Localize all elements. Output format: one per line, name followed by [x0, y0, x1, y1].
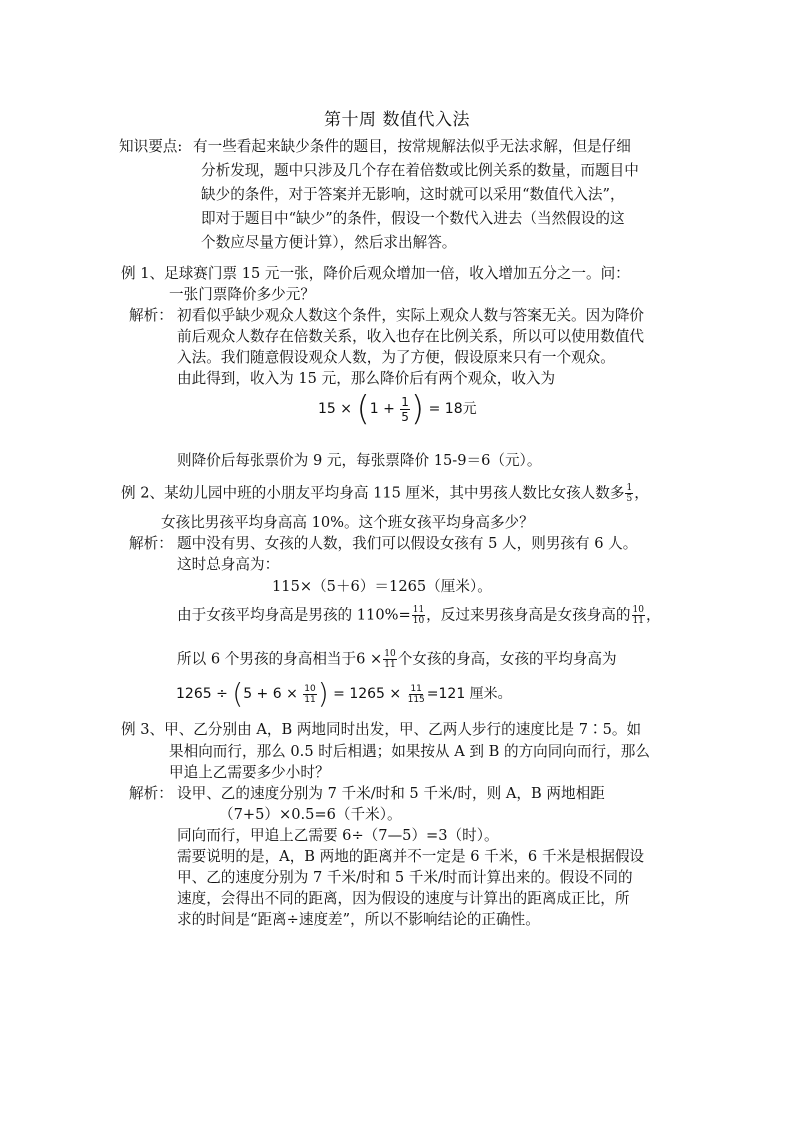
formula-term: 5 + 6 × — [243, 686, 298, 702]
example2-formula: 115×（5＋6）＝1265（厘米）。 — [272, 578, 492, 595]
example2-analysis — [177, 605, 661, 626]
formula-term: 1 + — [369, 401, 395, 417]
example3-analysis: （7+5）×0.5=6（千米）。 — [219, 806, 402, 823]
example1-analysis: 入法。我们随意假设观众人数，为了方便，假设原来只有一个观众。 — [177, 349, 615, 366]
knowledge-line: 个数应尽量方便计算），然后求出解答。 — [201, 234, 457, 251]
example1-analysis: 初看似乎缺少观众人数这个条件，实际上观众人数与答案无关。因为降价 — [177, 307, 645, 324]
example2-question — [121, 483, 649, 504]
knowledge-line: 即对于题目中“缺少”的条件，假设一个数代入进去（当然假设的这 — [201, 210, 625, 227]
example3-analysis: 同向而行，甲追上乙需要 6÷（7—5）=3（时）。 — [177, 827, 499, 844]
fraction-numerator: 1 — [626, 483, 633, 493]
formula-term: 1265 ÷ — [176, 686, 228, 702]
fraction-denominator: 115 — [407, 694, 425, 705]
question-text: 例 2、某幼儿园中班的小朋友平均身高 115 厘米，其中男孩人数比女孩人数多 — [121, 484, 625, 502]
fraction — [303, 684, 316, 705]
left-paren: ( — [356, 389, 370, 429]
example1-formula — [318, 389, 477, 429]
fraction — [383, 649, 396, 670]
formula-result: =121 厘米。 — [426, 686, 512, 702]
example2-question: 女孩比男孩平均身高高 10%。这个班女孩平均身高多少？ — [161, 514, 534, 531]
question-text: ， — [634, 484, 649, 502]
example3-question: 甲追上乙需要多少小时？ — [169, 764, 330, 781]
fraction-numerator: 1 — [401, 394, 409, 409]
example1-analysis-label: 解析： — [129, 307, 173, 324]
fraction-denominator: 11 — [384, 660, 396, 670]
fraction — [407, 684, 426, 705]
right-paren: ) — [317, 677, 329, 710]
fraction-denominator: 11 — [632, 616, 644, 626]
knowledge-label: 知识要点: — [119, 138, 183, 155]
knowledge-line: 分析发现，题中只涉及几个存在着倍数或比例关系的数量，而题目中 — [201, 162, 639, 179]
example3-analysis: 需要说明的是，A，B 两地的距离并不一定是 6 千米，6 千米是根据假设 — [177, 848, 645, 865]
example2-analysis-label: 解析： — [129, 535, 173, 552]
example3-analysis-label: 解析： — [129, 785, 173, 802]
formula-term: 15 × — [318, 401, 352, 417]
example2-analysis: 这时总身高为： — [177, 556, 280, 573]
example1-conclusion: 则降价后每张票价为 9 元，每张票降价 15-9＝6（元）。 — [177, 452, 542, 469]
analysis-text: 所以 6 个男孩的身高相当于6 × — [177, 650, 383, 668]
fraction — [632, 605, 645, 626]
analysis-text: 个女孩的身高，女孩的平均身高为 — [397, 650, 617, 668]
fraction-numerator: 11 — [410, 683, 422, 694]
example3-analysis: 求的时间是“距离÷速度差”，所以不影响结论的正确性。 — [177, 911, 540, 928]
example3-analysis: 甲、乙的速度分别为 7 千米/时和 5 千米/时而计算出来的。假设不同的 — [177, 869, 633, 886]
page-title: 第十周 数值代入法 — [324, 110, 470, 130]
example1-question: 例 1、足球赛门票 15 元一张，降价后观众增加一倍，收入增加五分之一。问： — [121, 265, 630, 282]
example3-analysis: 设甲、乙的速度分别为 7 千米/时和 5 千米/时，则 A，B 两地相距 — [177, 785, 605, 802]
fraction — [400, 395, 410, 424]
fraction-numerator: 10 — [632, 605, 644, 615]
fraction — [412, 605, 425, 626]
analysis-text: 由于女孩平均身高是男孩的 110%= — [177, 606, 411, 624]
formula-term: = 1265 × — [333, 686, 402, 702]
example2-analysis: 题中没有男、女孩的人数，我们可以假设女孩有 5 人，则男孩有 6 人。 — [177, 535, 638, 552]
example2-final-formula — [176, 677, 512, 710]
analysis-text: ， — [645, 606, 661, 624]
left-paren: ( — [232, 677, 244, 710]
example2-analysis — [177, 649, 617, 670]
example3-question: 果相向而行，那么 0.5 时后相遇；如果按从 A 到 B 的方向同向而行，那么 — [169, 743, 650, 760]
knowledge-line: 缺少的条件，对于答案并无影响，这时就可以采用“数值代入法”， — [201, 186, 625, 203]
knowledge-line: 有一些看起来缺少条件的题目，按常规解法似乎无法求解，但是仔细 — [193, 138, 631, 155]
example1-analysis: 前后观众人数存在倍数关系，收入也存在比例关系，所以可以使用数值代 — [177, 328, 645, 345]
right-paren: ) — [410, 389, 425, 429]
analysis-text: ，反过来男孩身高是女孩身高的 — [426, 606, 631, 624]
fraction-denominator: 5 — [401, 409, 409, 424]
example1-question: 一张门票降价多少元？ — [169, 286, 315, 303]
fraction-denominator: 5 — [626, 494, 633, 504]
example1-analysis: 由此得到，收入为 15 元，那么降价后有两个观众，收入为 — [177, 370, 556, 387]
fraction-numerator: 10 — [304, 683, 316, 694]
formula-result: = 18元 — [428, 401, 477, 417]
fraction-denominator: 11 — [304, 694, 316, 705]
example3-analysis: 速度，会得出不同的距离，因为假设的速度与计算出的距离成正比，所 — [177, 890, 630, 907]
fraction-numerator: 11 — [412, 605, 425, 615]
example3-question: 例 3、甲、乙分别由 A，B 两地同时出发，甲、乙两人步行的速度比是 7∶5。如 — [121, 721, 642, 738]
fraction — [625, 483, 633, 504]
fraction-numerator: 10 — [384, 649, 396, 659]
fraction-denominator: 10 — [412, 616, 425, 626]
